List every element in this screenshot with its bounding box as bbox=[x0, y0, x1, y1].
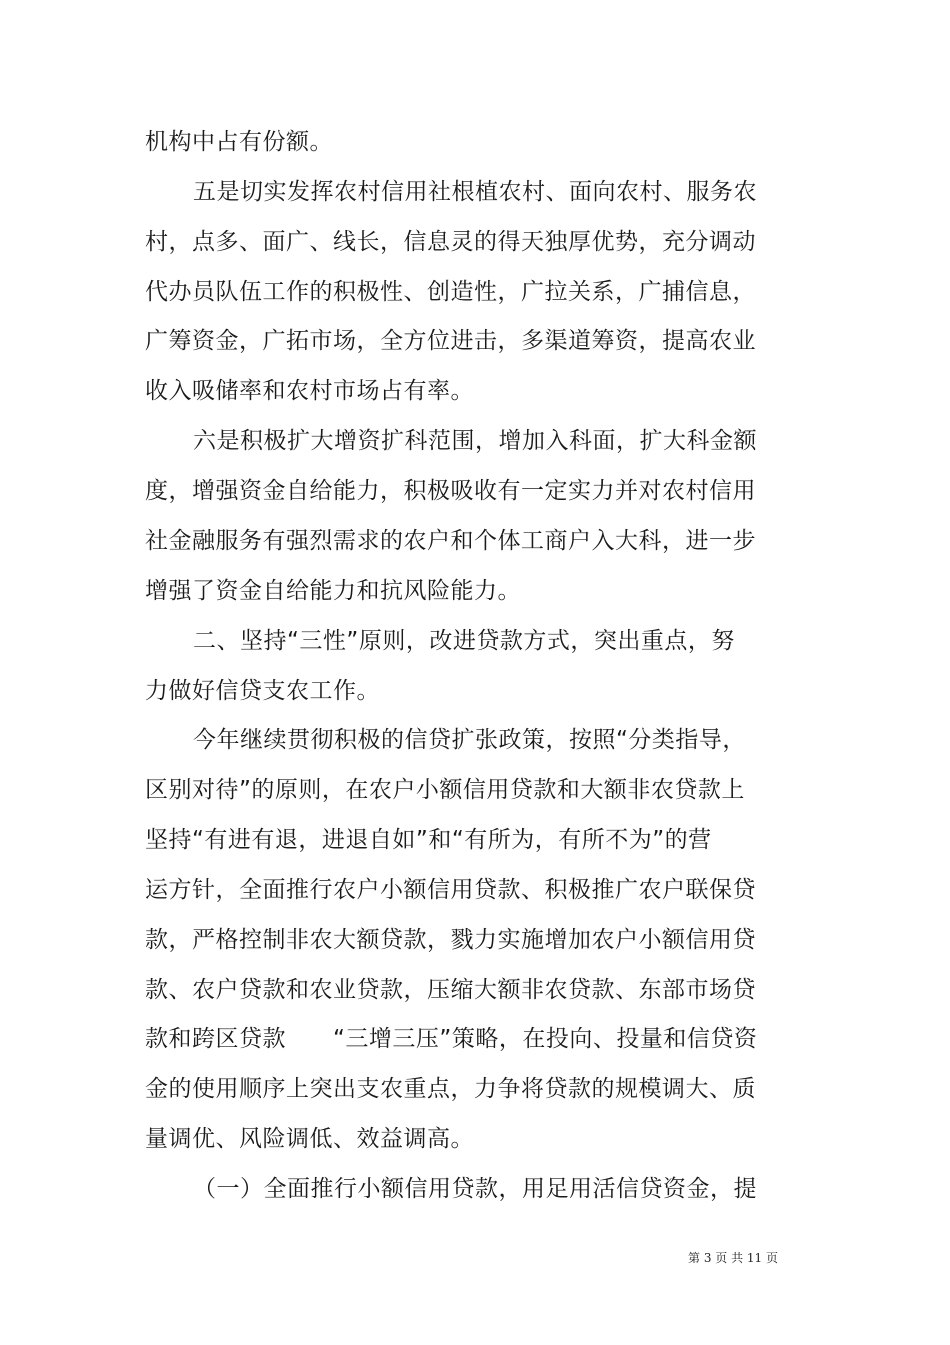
text-line: 力做好信贷支农工作。 bbox=[145, 678, 380, 704]
text-line: 五是切实发挥农村信用社根植农村、面向农村、服务农 bbox=[193, 179, 757, 205]
text-line: 金的使用顺序上突出支农重点，力争将贷款的规模调大、质 bbox=[145, 1076, 756, 1102]
text-line: 六是积极扩大增资扩科范围，增加入科面，扩大科金额 bbox=[193, 428, 757, 454]
text-line: 坚持“有进有退，进退自如”和“有所为，有所不为”的营 bbox=[145, 827, 712, 853]
text-line: 运方针，全面推行农户小额信用贷款、积极推广农户联保贷 bbox=[145, 877, 756, 903]
text-line: 村，点多、面广、线长，信息灵的得天独厚优势，充分调动 bbox=[145, 229, 756, 255]
page-number: 第 3 页 共 11 页 bbox=[688, 1251, 778, 1265]
text-line: 收入吸储率和农村市场占有率。 bbox=[145, 378, 474, 404]
text-line: 广筹资金，广拓市场，全方位进击，多渠道筹资，提高农业 bbox=[145, 328, 756, 354]
text-line: （一）全面推行小额信用贷款，用足用活信贷资金，提 bbox=[193, 1176, 757, 1202]
text-line: 量调优、风险调低、效益调高。 bbox=[145, 1126, 474, 1152]
text-line: 机构中占有份额。 bbox=[145, 129, 333, 155]
text-line: 增强了资金自给能力和抗风险能力。 bbox=[145, 578, 521, 604]
text-line: 今年继续贯彻积极的信贷扩张政策，按照“分类指导， bbox=[193, 727, 746, 753]
text-line: 度，增强资金自给能力，积极吸收有一定实力并对农村信用 bbox=[145, 478, 756, 504]
text-line: 区别对待”的原则，在农户小额信用贷款和大额非农贷款上 bbox=[145, 777, 745, 803]
text-line: 款和跨区贷款 “三增三压”策略，在投向、投量和信贷资 bbox=[145, 1026, 758, 1052]
text-line: 二、坚持“三性”原则，改进贷款方式，突出重点，努 bbox=[193, 628, 735, 654]
text-line: 代办员队伍工作的积极性、创造性，广拉关系，广捕信息， bbox=[145, 279, 756, 305]
text-line: 社金融服务有强烈需求的农户和个体工商户入大科，进一步 bbox=[145, 528, 756, 554]
text-line: 款、农户贷款和农业贷款，压缩大额非农贷款、东部市场贷 bbox=[145, 977, 756, 1003]
text-line: 款，严格控制非农大额贷款，戮力实施增加农户小额信用贷 bbox=[145, 927, 756, 953]
